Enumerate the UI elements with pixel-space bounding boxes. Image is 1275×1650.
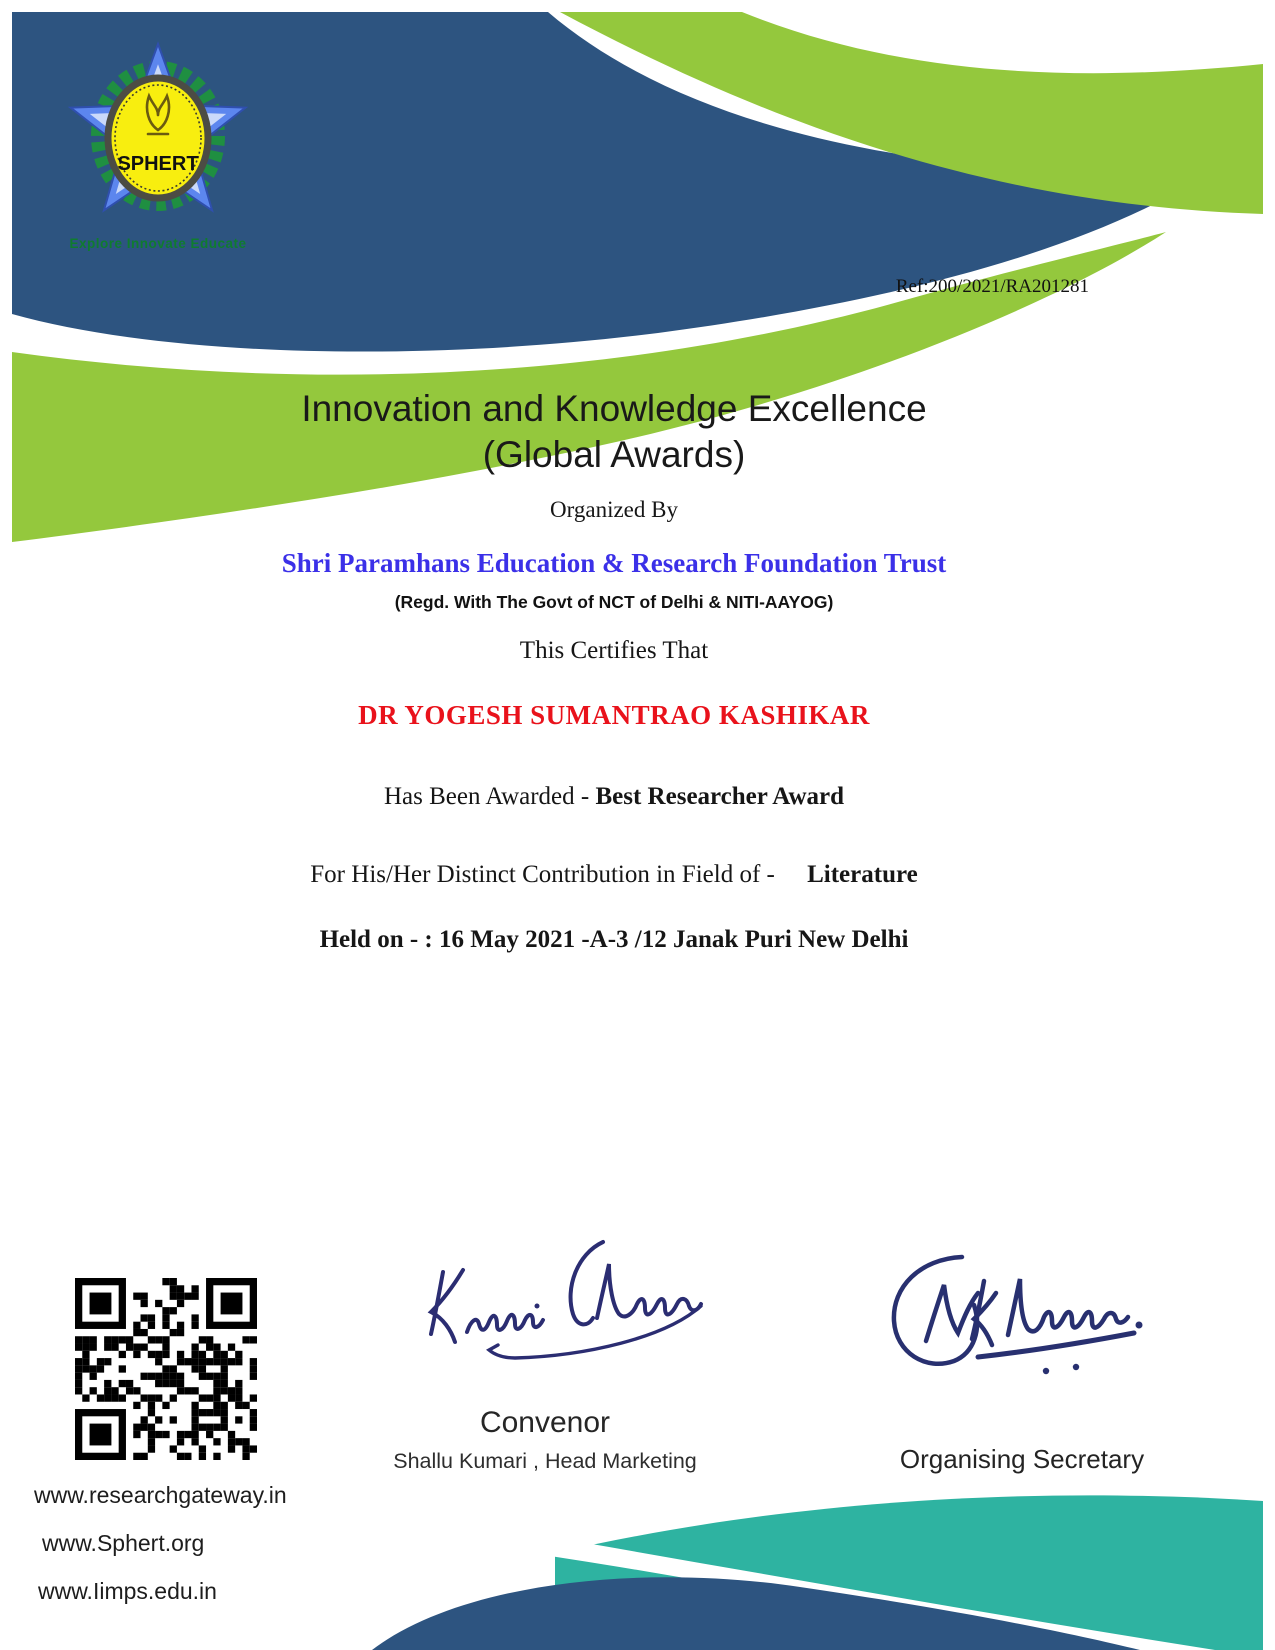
logo-tagline: Explore Innovate Educate <box>69 236 247 251</box>
secretary-title: Organising Secretary <box>899 1444 1145 1474</box>
trust-name: Shri Paramhans Education & Research Foundation Trust <box>281 548 947 578</box>
convenor-title: Convenor <box>479 1406 611 1439</box>
url-sphert: www.Sphert.org <box>42 1530 205 1556</box>
certificate-title-line2: (Global Awards) <box>482 434 746 475</box>
badge-text: SPHERT <box>117 153 199 175</box>
awardee-name: DR YOGESH SUMANTRAO KASHIKAR <box>358 700 870 730</box>
award-name: Best Researcher Award <box>595 783 845 810</box>
reference-number: Ref:200/2021/RA201281 <box>895 276 1089 297</box>
convenor-signature <box>405 1232 725 1390</box>
convenor-block <box>378 1406 712 1474</box>
certificate-title-line1: Innovation and Knowledge Excellence <box>301 388 927 429</box>
url-iimps: www.Iimps.edu.in <box>38 1578 217 1604</box>
qr-code <box>75 1278 257 1460</box>
award-line-prefix: Has Been Awarded - <box>383 783 596 810</box>
url-researchgateway: www.researchgateway.in <box>34 1482 287 1508</box>
award-line <box>0 783 1228 811</box>
convenor-name: Shallu Kumari , Head Marketing <box>393 1449 697 1473</box>
secretary-signature <box>862 1243 1162 1393</box>
badge-oval <box>108 78 208 198</box>
held-on-line: Held on - : 16 May 2021 -A-3 /12 Janak Puri New Delhi <box>319 926 909 953</box>
sphert-logo <box>58 36 258 236</box>
field-value: Literature <box>807 861 918 888</box>
field-line <box>0 861 1228 889</box>
organized-by-label: Organized By <box>550 497 678 522</box>
field-line-prefix: For His/Her Distinct Contribution in Field of - <box>310 861 782 888</box>
footer-urls <box>34 1482 287 1626</box>
certifies-label: This Certifies That <box>519 637 709 664</box>
trust-registration-note: (Regd. With The Govt of NCT of Delhi & NITI-AAYOG) <box>394 592 834 612</box>
